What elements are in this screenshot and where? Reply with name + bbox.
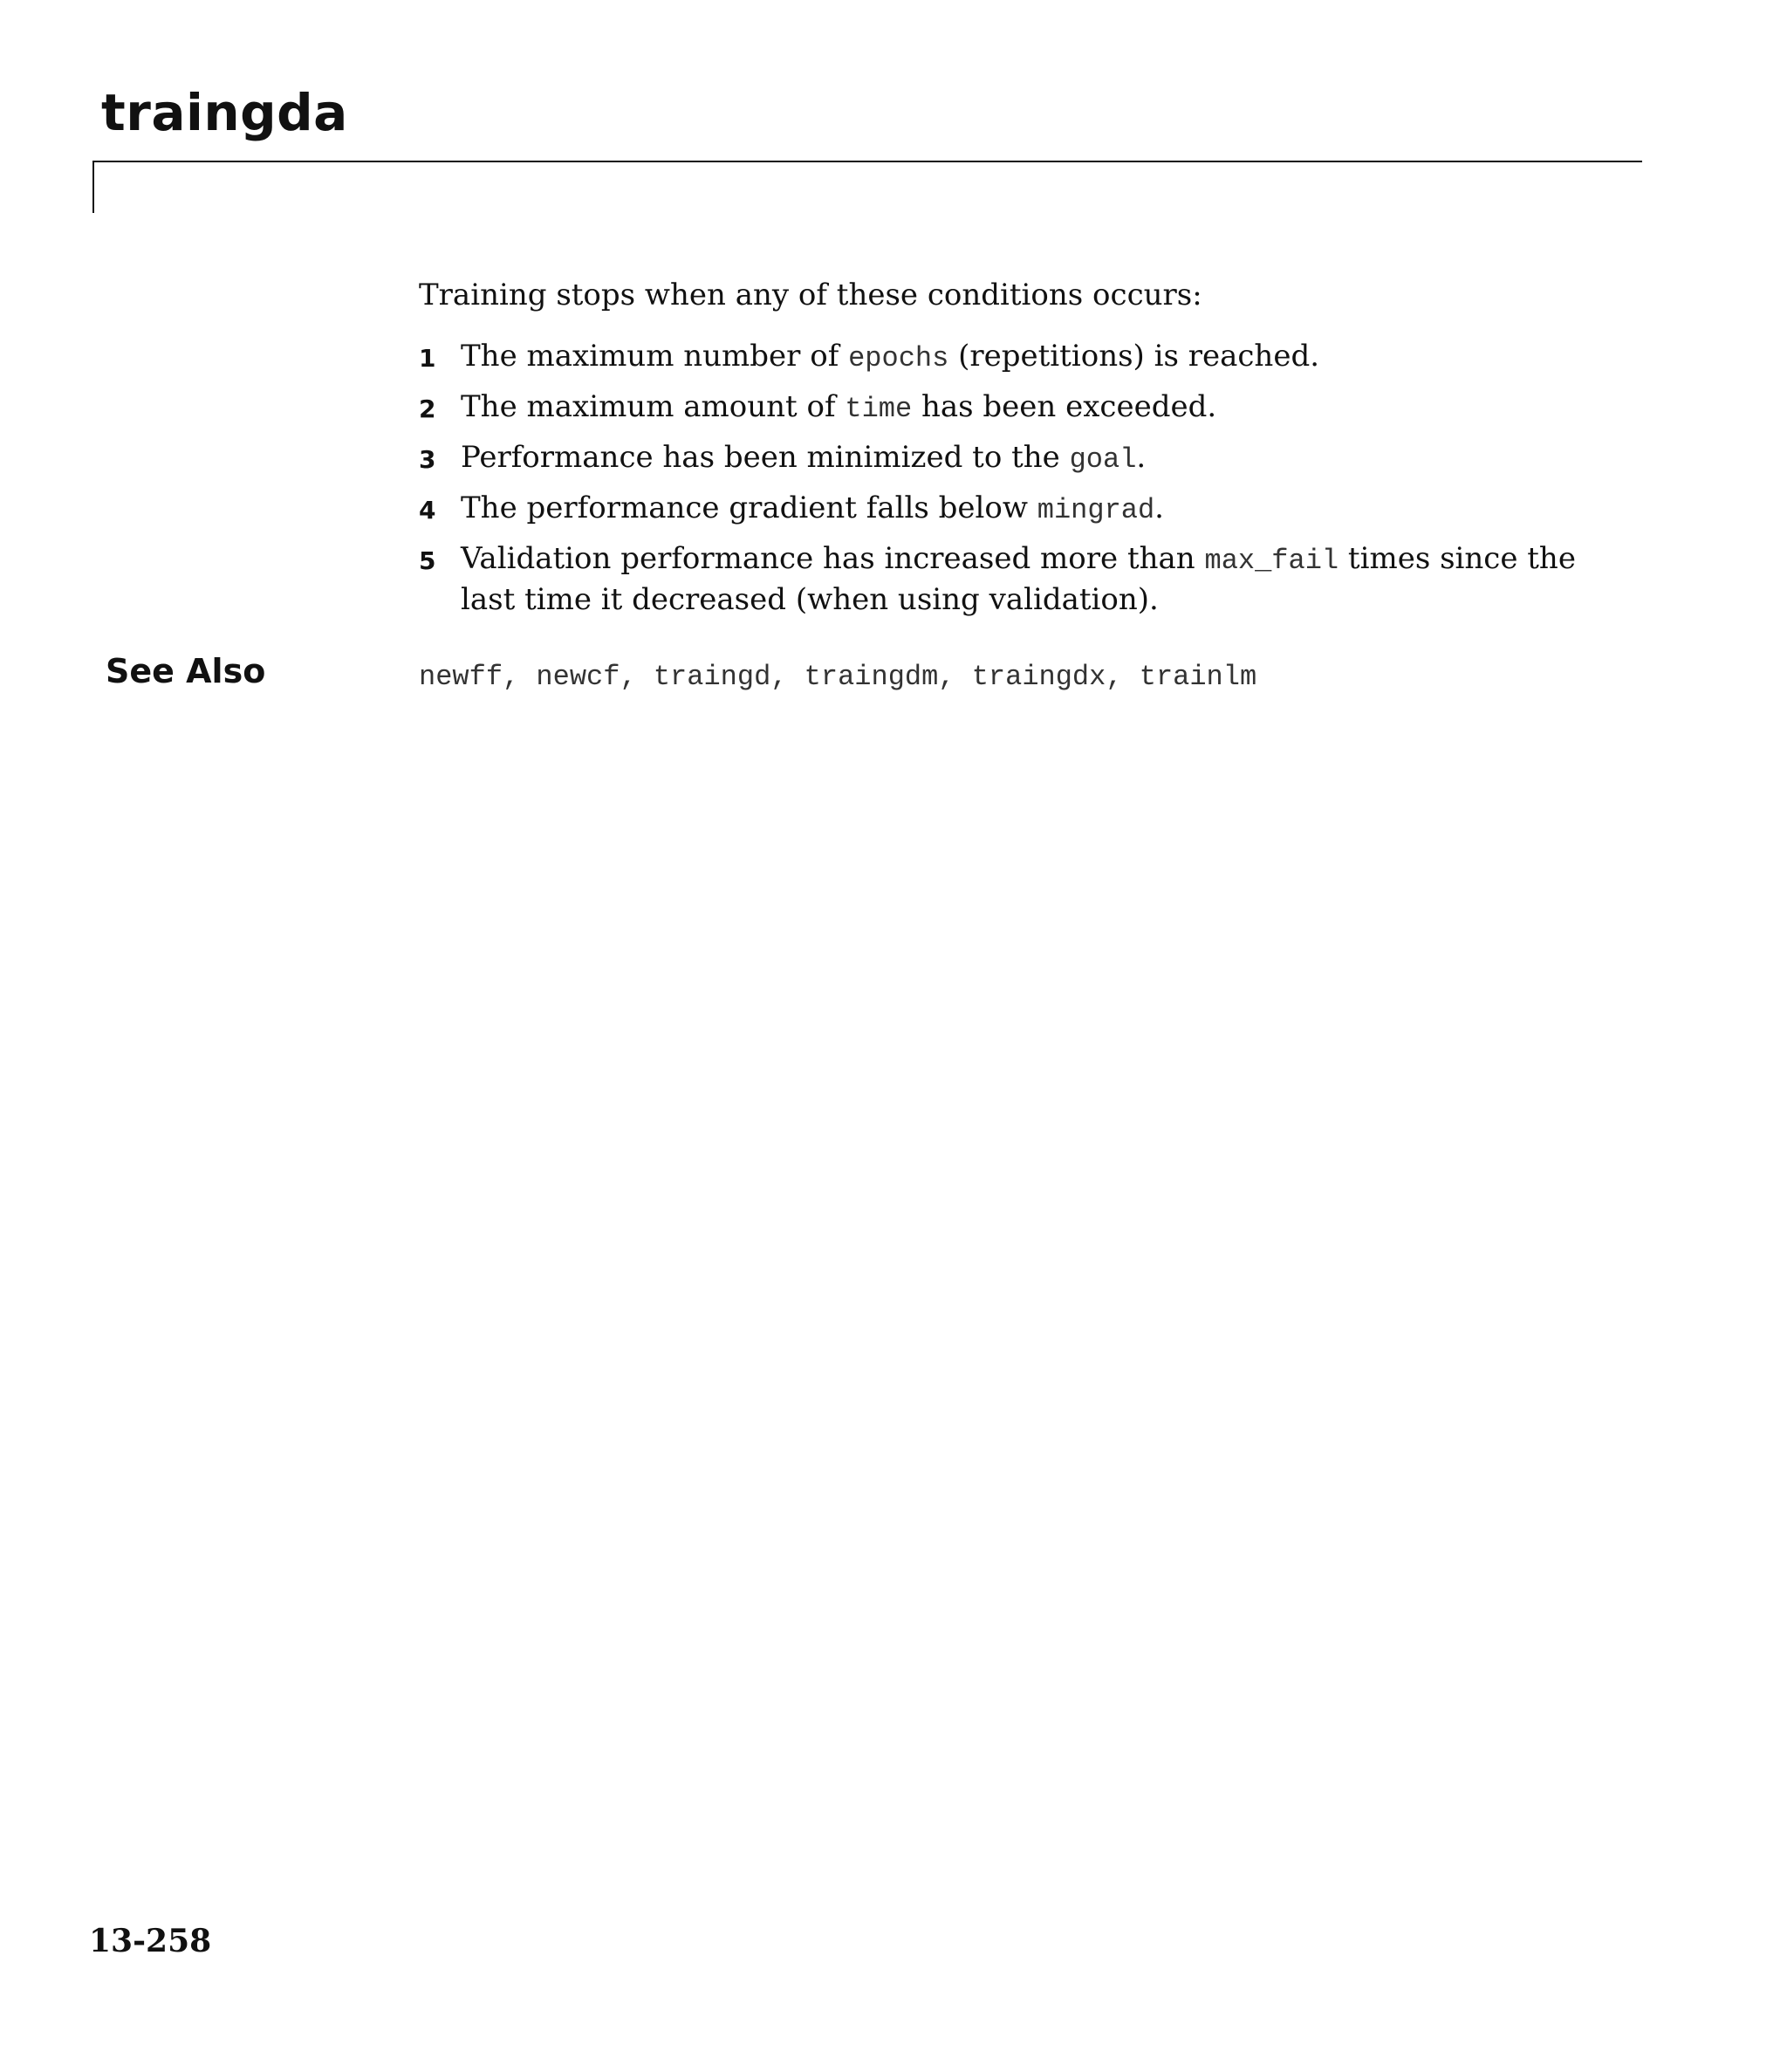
condition-text: The maximum amount of — [461, 389, 846, 424]
condition-item — [419, 388, 1630, 429]
condition-text: . — [1154, 491, 1164, 525]
condition-text: times since the last time it decreased (when using validation). — [461, 541, 1576, 617]
condition-text: The performance gradient falls below — [461, 491, 1037, 525]
condition-item — [419, 539, 1630, 620]
condition-code: epochs — [848, 342, 949, 374]
condition-number: 5 — [419, 546, 436, 575]
header-rule-vertical — [92, 161, 94, 213]
see-also-function-list: newff, newcf, traingd, traingdm, traingdx, trainlm — [419, 661, 1257, 693]
page-title: traingda — [101, 83, 348, 142]
condition-number: 4 — [419, 496, 436, 525]
condition-text: has been exceeded. — [912, 389, 1217, 424]
condition-code: max_fail — [1204, 545, 1339, 577]
condition-text: (repetitions) is reached. — [948, 339, 1320, 374]
condition-text: Performance has been minimized to the — [461, 440, 1070, 475]
condition-code: mingrad — [1037, 494, 1155, 526]
condition-text: The maximum number of — [461, 339, 849, 374]
condition-number: 1 — [419, 344, 436, 373]
page-number: 13-258 — [89, 1923, 212, 1959]
condition-item — [419, 438, 1630, 479]
condition-code: time — [845, 393, 913, 425]
condition-code: goal — [1069, 443, 1137, 476]
see-also-heading: See Also — [106, 652, 266, 690]
header-rule-horizontal — [92, 161, 1642, 162]
condition-item — [419, 337, 1630, 378]
conditions-list — [419, 337, 1630, 629]
condition-item — [419, 489, 1630, 530]
condition-number: 2 — [419, 395, 436, 423]
condition-number: 3 — [419, 445, 436, 474]
condition-text: . — [1136, 440, 1147, 475]
intro-paragraph: Training stops when any of these conditions occurs: — [419, 278, 1202, 312]
condition-text: Validation performance has increased more than — [461, 541, 1205, 576]
